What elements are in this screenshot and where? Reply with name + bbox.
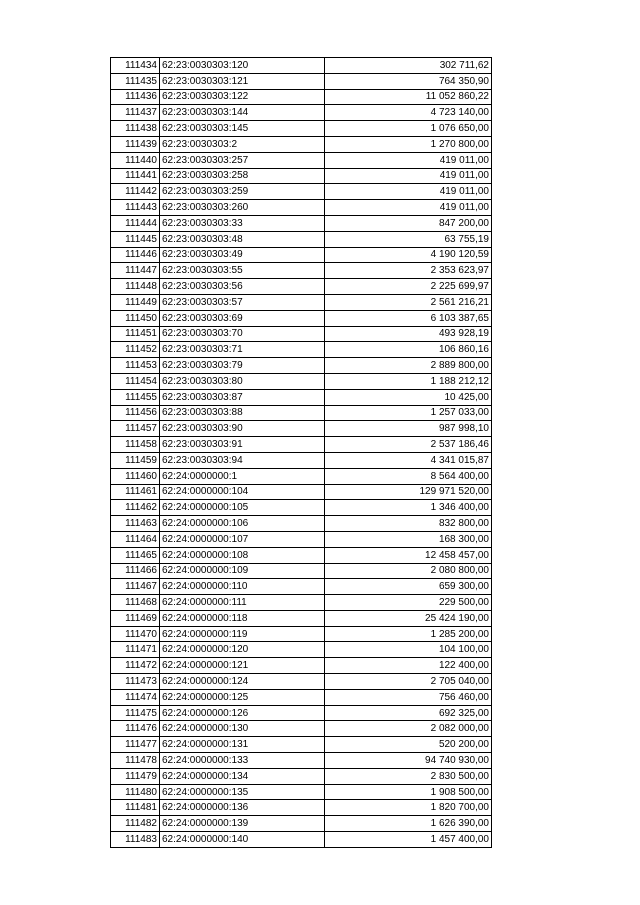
table-row <box>111 373 492 389</box>
cadastral-number-cell: 62:23:0030303:259 <box>160 184 325 200</box>
row-id-cell: 111468 <box>111 595 160 611</box>
table-row <box>111 800 492 816</box>
cadastral-value-cell: 2 225 699,97 <box>325 279 492 295</box>
cadastral-number-cell: 62:23:0030303:87 <box>160 389 325 405</box>
row-id-cell: 111474 <box>111 689 160 705</box>
cadastral-value-cell: 129 971 520,00 <box>325 484 492 500</box>
table-row <box>111 642 492 658</box>
cadastral-value-cell: 302 711,62 <box>325 58 492 74</box>
cadastral-value-cell: 1 626 390,00 <box>325 816 492 832</box>
row-id-cell: 111461 <box>111 484 160 500</box>
cadastral-value-cell: 493 928,19 <box>325 326 492 342</box>
cadastral-number-cell: 62:23:0030303:258 <box>160 168 325 184</box>
cadastral-value-table <box>110 57 492 848</box>
cadastral-number-cell: 62:24:0000000:110 <box>160 579 325 595</box>
cadastral-value-cell: 764 350,90 <box>325 73 492 89</box>
cadastral-number-cell: 62:24:0000000:136 <box>160 800 325 816</box>
cadastral-value-cell: 419 011,00 <box>325 200 492 216</box>
table-row <box>111 421 492 437</box>
cadastral-value-cell: 11 052 860,22 <box>325 89 492 105</box>
row-id-cell: 111437 <box>111 105 160 121</box>
row-id-cell: 111476 <box>111 721 160 737</box>
cadastral-number-cell: 62:23:0030303:88 <box>160 405 325 421</box>
row-id-cell: 111480 <box>111 784 160 800</box>
cadastral-number-cell: 62:23:0030303:69 <box>160 310 325 326</box>
table-row <box>111 358 492 374</box>
cadastral-number-cell: 62:23:0030303:260 <box>160 200 325 216</box>
cadastral-value-cell: 1 076 650,00 <box>325 121 492 137</box>
cadastral-value-cell: 104 100,00 <box>325 642 492 658</box>
cadastral-number-cell: 62:24:0000000:140 <box>160 832 325 848</box>
cadastral-value-cell: 1 257 033,00 <box>325 405 492 421</box>
cadastral-number-cell: 62:23:0030303:91 <box>160 437 325 453</box>
cadastral-value-cell: 659 300,00 <box>325 579 492 595</box>
table-row <box>111 689 492 705</box>
cadastral-number-cell: 62:24:0000000:118 <box>160 610 325 626</box>
row-id-cell: 111458 <box>111 437 160 453</box>
row-id-cell: 111479 <box>111 768 160 784</box>
cadastral-number-cell: 62:23:0030303:57 <box>160 294 325 310</box>
cadastral-value-cell: 1 820 700,00 <box>325 800 492 816</box>
row-id-cell: 111441 <box>111 168 160 184</box>
row-id-cell: 111470 <box>111 626 160 642</box>
cadastral-value-cell: 6 103 387,65 <box>325 310 492 326</box>
cadastral-value-cell: 832 800,00 <box>325 516 492 532</box>
cadastral-value-cell: 756 460,00 <box>325 689 492 705</box>
cadastral-number-cell: 62:23:0030303:49 <box>160 247 325 263</box>
row-id-cell: 111435 <box>111 73 160 89</box>
table-row <box>111 168 492 184</box>
table-row <box>111 437 492 453</box>
row-id-cell: 111475 <box>111 705 160 721</box>
cadastral-number-cell: 62:23:0030303:94 <box>160 452 325 468</box>
cadastral-number-cell: 62:24:0000000:1 <box>160 468 325 484</box>
cadastral-value-cell: 1 346 400,00 <box>325 500 492 516</box>
row-id-cell: 111469 <box>111 610 160 626</box>
table-row <box>111 547 492 563</box>
cadastral-number-cell: 62:23:0030303:145 <box>160 121 325 137</box>
table-row <box>111 516 492 532</box>
row-id-cell: 111478 <box>111 753 160 769</box>
row-id-cell: 111438 <box>111 121 160 137</box>
cadastral-value-cell: 987 998,10 <box>325 421 492 437</box>
cadastral-value-cell: 94 740 930,00 <box>325 753 492 769</box>
cadastral-value-cell: 419 011,00 <box>325 152 492 168</box>
row-id-cell: 111447 <box>111 263 160 279</box>
cadastral-number-cell: 62:24:0000000:130 <box>160 721 325 737</box>
row-id-cell: 111446 <box>111 247 160 263</box>
cadastral-value-cell: 419 011,00 <box>325 184 492 200</box>
cadastral-number-cell: 62:23:0030303:48 <box>160 231 325 247</box>
cadastral-value-cell: 25 424 190,00 <box>325 610 492 626</box>
table-row <box>111 816 492 832</box>
cadastral-number-cell: 62:23:0030303:2 <box>160 136 325 152</box>
cadastral-number-cell: 62:24:0000000:135 <box>160 784 325 800</box>
cadastral-value-cell: 1 270 800,00 <box>325 136 492 152</box>
cadastral-number-cell: 62:23:0030303:120 <box>160 58 325 74</box>
row-id-cell: 111443 <box>111 200 160 216</box>
table-row <box>111 231 492 247</box>
table-row <box>111 405 492 421</box>
table-row <box>111 737 492 753</box>
row-id-cell: 111453 <box>111 358 160 374</box>
cadastral-value-cell: 520 200,00 <box>325 737 492 753</box>
table-row <box>111 753 492 769</box>
cadastral-number-cell: 62:24:0000000:105 <box>160 500 325 516</box>
cadastral-value-cell: 1 285 200,00 <box>325 626 492 642</box>
cadastral-number-cell: 62:24:0000000:133 <box>160 753 325 769</box>
row-id-cell: 111481 <box>111 800 160 816</box>
cadastral-number-cell: 62:23:0030303:122 <box>160 89 325 105</box>
cadastral-value-cell: 2 705 040,00 <box>325 674 492 690</box>
cadastral-value-cell: 8 564 400,00 <box>325 468 492 484</box>
table-row <box>111 705 492 721</box>
cadastral-value-cell: 2 082 000,00 <box>325 721 492 737</box>
table-row <box>111 721 492 737</box>
table-row <box>111 105 492 121</box>
cadastral-value-cell: 2 830 500,00 <box>325 768 492 784</box>
cadastral-number-cell: 62:24:0000000:108 <box>160 547 325 563</box>
table-row <box>111 626 492 642</box>
cadastral-value-cell: 2 080 800,00 <box>325 563 492 579</box>
cadastral-value-cell: 419 011,00 <box>325 168 492 184</box>
row-id-cell: 111434 <box>111 58 160 74</box>
table-row <box>111 784 492 800</box>
row-id-cell: 111454 <box>111 373 160 389</box>
table-row <box>111 121 492 137</box>
table-row <box>111 579 492 595</box>
cadastral-value-cell: 2 561 216,21 <box>325 294 492 310</box>
table-row <box>111 595 492 611</box>
table-row <box>111 215 492 231</box>
cadastral-number-cell: 62:23:0030303:70 <box>160 326 325 342</box>
row-id-cell: 111448 <box>111 279 160 295</box>
row-id-cell: 111473 <box>111 674 160 690</box>
row-id-cell: 111462 <box>111 500 160 516</box>
table-row <box>111 152 492 168</box>
row-id-cell: 111483 <box>111 832 160 848</box>
cadastral-value-cell: 2 889 800,00 <box>325 358 492 374</box>
table-row <box>111 89 492 105</box>
cadastral-value-cell: 106 860,16 <box>325 342 492 358</box>
table-row <box>111 768 492 784</box>
table-row <box>111 500 492 516</box>
cadastral-value-cell: 4 723 140,00 <box>325 105 492 121</box>
row-id-cell: 111477 <box>111 737 160 753</box>
table-row <box>111 279 492 295</box>
cadastral-value-cell: 4 190 120,59 <box>325 247 492 263</box>
row-id-cell: 111467 <box>111 579 160 595</box>
table-row <box>111 674 492 690</box>
cadastral-number-cell: 62:23:0030303:79 <box>160 358 325 374</box>
cadastral-number-cell: 62:23:0030303:121 <box>160 73 325 89</box>
cadastral-value-cell: 168 300,00 <box>325 531 492 547</box>
table-row <box>111 658 492 674</box>
cadastral-number-cell: 62:24:0000000:111 <box>160 595 325 611</box>
table-row <box>111 200 492 216</box>
cadastral-number-cell: 62:24:0000000:121 <box>160 658 325 674</box>
cadastral-number-cell: 62:23:0030303:90 <box>160 421 325 437</box>
cadastral-number-cell: 62:24:0000000:126 <box>160 705 325 721</box>
table-row <box>111 310 492 326</box>
table-row <box>111 468 492 484</box>
table-row <box>111 263 492 279</box>
cadastral-number-cell: 62:23:0030303:71 <box>160 342 325 358</box>
cadastral-number-cell: 62:24:0000000:134 <box>160 768 325 784</box>
cadastral-number-cell: 62:24:0000000:106 <box>160 516 325 532</box>
table-row <box>111 531 492 547</box>
cadastral-number-cell: 62:24:0000000:124 <box>160 674 325 690</box>
table-row <box>111 247 492 263</box>
cadastral-value-cell: 1 457 400,00 <box>325 832 492 848</box>
table-row <box>111 326 492 342</box>
row-id-cell: 111451 <box>111 326 160 342</box>
table-row <box>111 610 492 626</box>
cadastral-number-cell: 62:23:0030303:257 <box>160 152 325 168</box>
cadastral-value-cell: 1 908 500,00 <box>325 784 492 800</box>
table-row <box>111 294 492 310</box>
row-id-cell: 111452 <box>111 342 160 358</box>
cadastral-number-cell: 62:23:0030303:55 <box>160 263 325 279</box>
cadastral-number-cell: 62:24:0000000:120 <box>160 642 325 658</box>
table-row <box>111 452 492 468</box>
cadastral-number-cell: 62:24:0000000:131 <box>160 737 325 753</box>
row-id-cell: 111455 <box>111 389 160 405</box>
row-id-cell: 111450 <box>111 310 160 326</box>
row-id-cell: 111459 <box>111 452 160 468</box>
row-id-cell: 111445 <box>111 231 160 247</box>
cadastral-number-cell: 62:24:0000000:107 <box>160 531 325 547</box>
table-row <box>111 342 492 358</box>
table-row <box>111 73 492 89</box>
cadastral-number-cell: 62:23:0030303:33 <box>160 215 325 231</box>
row-id-cell: 111457 <box>111 421 160 437</box>
row-id-cell: 111439 <box>111 136 160 152</box>
cadastral-number-cell: 62:24:0000000:139 <box>160 816 325 832</box>
cadastral-number-cell: 62:24:0000000:109 <box>160 563 325 579</box>
cadastral-number-cell: 62:23:0030303:56 <box>160 279 325 295</box>
row-id-cell: 111442 <box>111 184 160 200</box>
table-body <box>111 58 492 848</box>
cadastral-value-cell: 10 425,00 <box>325 389 492 405</box>
row-id-cell: 111449 <box>111 294 160 310</box>
table-row <box>111 832 492 848</box>
cadastral-value-cell: 122 400,00 <box>325 658 492 674</box>
cadastral-number-cell: 62:23:0030303:80 <box>160 373 325 389</box>
cadastral-number-cell: 62:24:0000000:119 <box>160 626 325 642</box>
row-id-cell: 111464 <box>111 531 160 547</box>
cadastral-value-cell: 4 341 015,87 <box>325 452 492 468</box>
row-id-cell: 111440 <box>111 152 160 168</box>
row-id-cell: 111444 <box>111 215 160 231</box>
cadastral-number-cell: 62:23:0030303:144 <box>160 105 325 121</box>
row-id-cell: 111436 <box>111 89 160 105</box>
row-id-cell: 111456 <box>111 405 160 421</box>
table-row <box>111 484 492 500</box>
row-id-cell: 111465 <box>111 547 160 563</box>
cadastral-value-cell: 1 188 212,12 <box>325 373 492 389</box>
row-id-cell: 111463 <box>111 516 160 532</box>
row-id-cell: 111471 <box>111 642 160 658</box>
cadastral-number-cell: 62:24:0000000:125 <box>160 689 325 705</box>
table-row <box>111 389 492 405</box>
table-row <box>111 184 492 200</box>
table-row <box>111 136 492 152</box>
cadastral-value-cell: 229 500,00 <box>325 595 492 611</box>
table-row <box>111 58 492 74</box>
cadastral-value-cell: 692 325,00 <box>325 705 492 721</box>
row-id-cell: 111460 <box>111 468 160 484</box>
row-id-cell: 111482 <box>111 816 160 832</box>
cadastral-value-cell: 2 537 186,46 <box>325 437 492 453</box>
row-id-cell: 111466 <box>111 563 160 579</box>
cadastral-value-cell: 847 200,00 <box>325 215 492 231</box>
row-id-cell: 111472 <box>111 658 160 674</box>
cadastral-number-cell: 62:24:0000000:104 <box>160 484 325 500</box>
cadastral-value-cell: 2 353 623,97 <box>325 263 492 279</box>
table-row <box>111 563 492 579</box>
cadastral-value-cell: 63 755,19 <box>325 231 492 247</box>
cadastral-value-cell: 12 458 457,00 <box>325 547 492 563</box>
